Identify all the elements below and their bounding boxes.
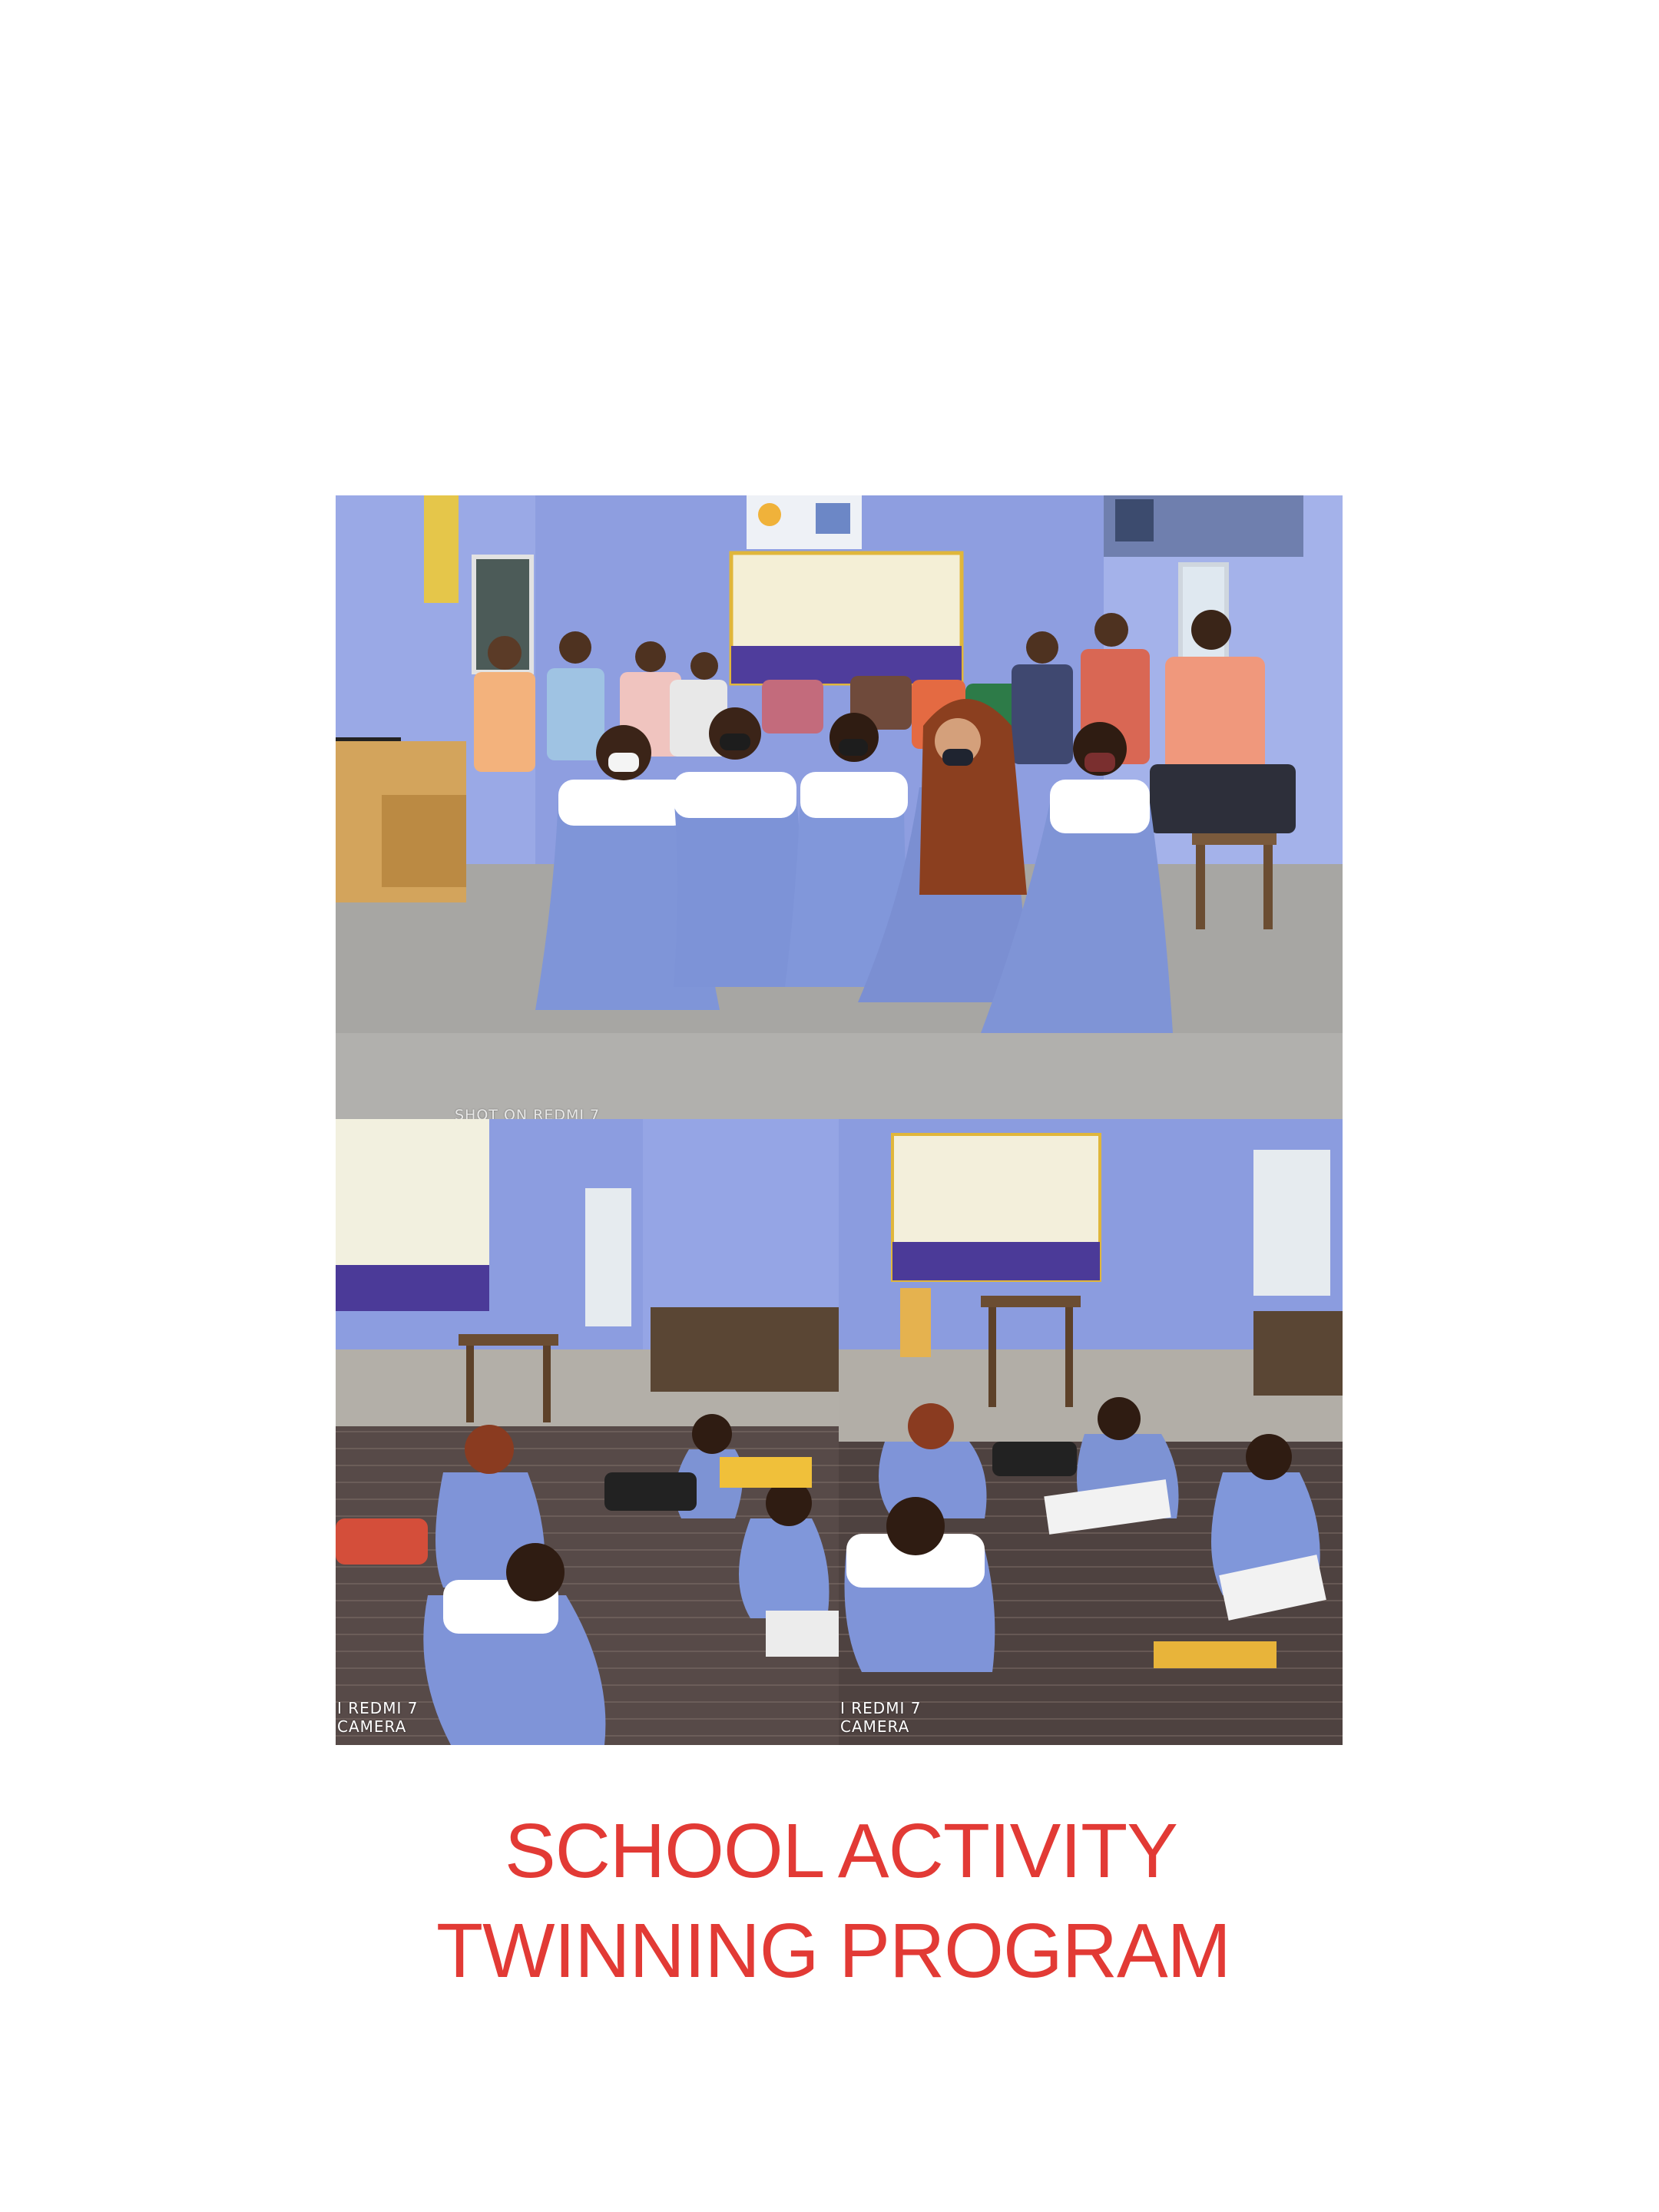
activity-photo-left-illustration xyxy=(336,1119,839,1745)
caption-line-2: TWINNING PROGRAM xyxy=(436,1908,1230,1994)
watermark-line1: I REDMI 7 xyxy=(337,1699,419,1717)
caption-line-1: SCHOOL ACTIVITY xyxy=(505,1808,1177,1894)
camera-watermark: SHOT ON REDMI 7 xyxy=(455,1107,601,1119)
group-photo xyxy=(336,495,1343,1119)
watermark-line2: CAMERA xyxy=(840,1717,910,1736)
camera-watermark xyxy=(337,1699,418,1736)
watermark-line2: CAMERA xyxy=(337,1717,407,1736)
activity-photo-right-illustration xyxy=(839,1119,1343,1745)
group-photo-illustration xyxy=(336,495,1343,1119)
photo-collage xyxy=(336,495,1343,1745)
camera-watermark xyxy=(840,1699,921,1736)
activity-photo-left xyxy=(336,1119,839,1745)
activity-photo-right xyxy=(839,1119,1343,1745)
watermark-line1: I REDMI 7 xyxy=(840,1699,922,1717)
